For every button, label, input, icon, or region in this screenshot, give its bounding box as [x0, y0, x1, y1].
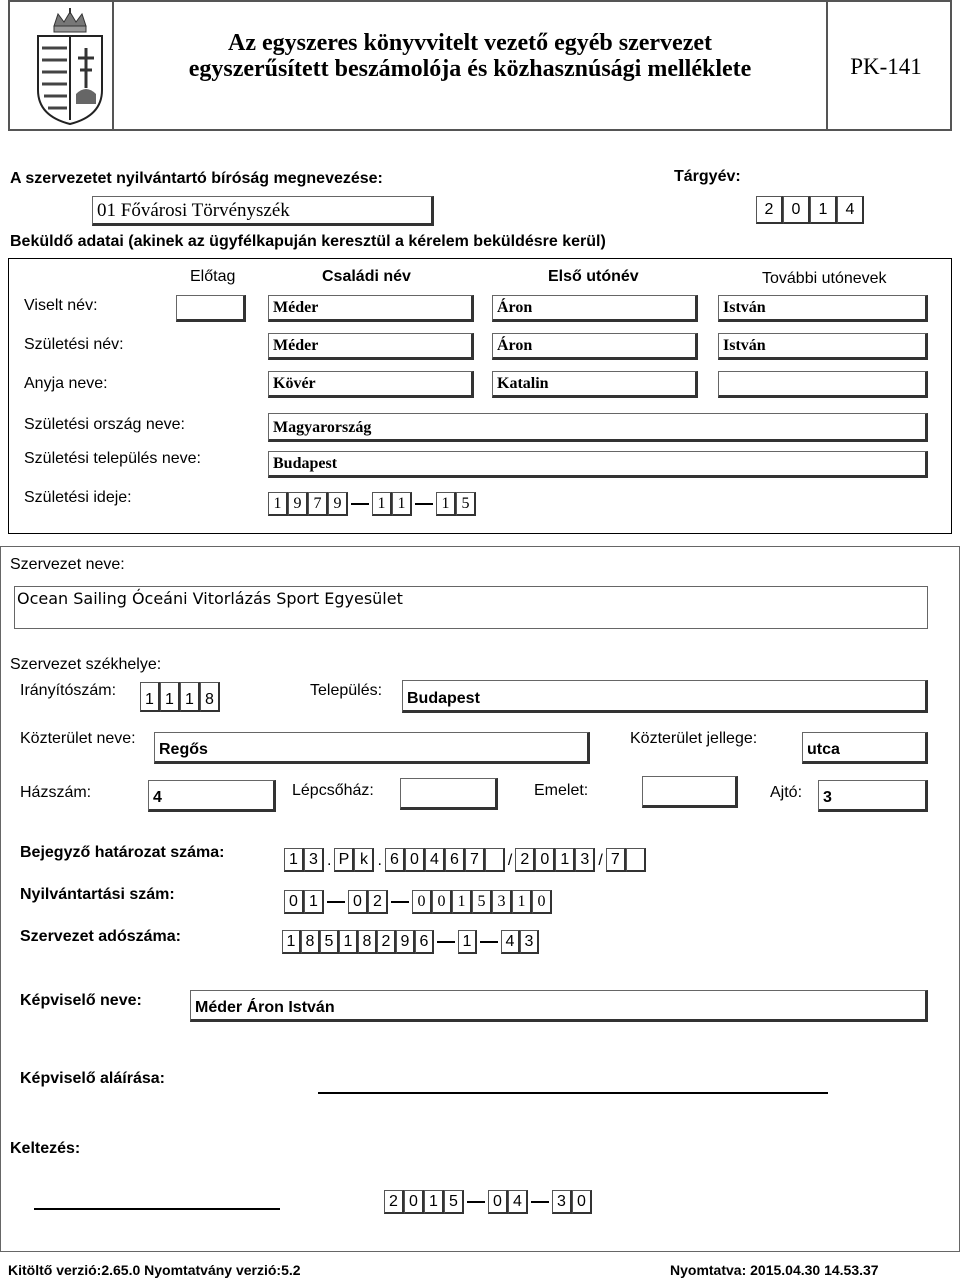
birth-name-label: Születési név: — [24, 336, 124, 353]
birth-country-label: Születési ország neve: — [24, 416, 185, 433]
org-name-field[interactable]: Ocean Sailing Óceáni Vitorlázás Sport Egyesület — [14, 586, 928, 629]
mother-other-field[interactable] — [718, 371, 928, 398]
form-title: Az egyszeres könyvvitelt vezető egyéb szervezet egyszerűsített beszámolója és közhasznúsági melléklete — [188, 30, 752, 82]
tax-number-boxes[interactable]: 1 8 5 1 8 2 9 6 1 4 3 — [282, 930, 539, 954]
year-boxes[interactable]: 2 0 1 4 — [756, 196, 864, 224]
floor-label: Emelet: — [534, 782, 589, 799]
birth-date-label: Születési ideje: — [24, 489, 132, 506]
reg-number-boxes[interactable]: 0 1 0 2 0 0 1 5 3 1 0 — [284, 890, 552, 914]
worn-name-label: Viselt név: — [24, 297, 98, 314]
stair-field[interactable] — [400, 778, 498, 810]
street-type-label: Közterület jellege: — [630, 730, 758, 747]
col-prefix: Előtag — [190, 268, 236, 285]
zip-boxes[interactable]: 1 1 1 8 — [140, 682, 220, 712]
rep-name-label: Képviselő neve: — [20, 992, 142, 1009]
col-first: Első utónév — [548, 268, 639, 285]
place-line[interactable] — [34, 1208, 280, 1210]
court-field[interactable]: 01 Fővárosi Törvényszék — [92, 196, 434, 226]
city-label: Település: — [310, 682, 383, 699]
mother-name-label: Anyja neve: — [24, 375, 108, 392]
seat-label: Szervezet székhelye: — [10, 656, 162, 673]
birth-city-field[interactable]: Budapest — [268, 451, 928, 478]
birth-other-field[interactable]: István — [718, 333, 928, 360]
birth-family-field[interactable]: Méder — [268, 333, 474, 360]
prefix-field[interactable] — [176, 295, 246, 322]
reg-decision-label: Bejegyző határozat száma: — [20, 844, 225, 861]
col-other: További utónevek — [762, 270, 887, 287]
worn-family-field[interactable]: Méder — [268, 295, 474, 322]
rep-signature-label: Képviselő aláírása: — [20, 1070, 165, 1087]
col-family: Családi név — [322, 268, 411, 285]
footer-version: Kitöltő verzió:2.65.0 Nyomtatvány verzió:5.2 — [8, 1262, 301, 1278]
house-field[interactable]: 4 — [148, 780, 276, 812]
hungarian-coat-of-arms-icon — [34, 8, 106, 126]
year-label: Tárgyév: — [674, 168, 741, 185]
signature-line[interactable] — [318, 1092, 828, 1094]
mother-first-field[interactable]: Katalin — [492, 371, 698, 398]
birth-date-boxes[interactable]: 1 9 7 9 1 1 1 5 — [268, 492, 476, 516]
street-label: Közterület neve: — [20, 730, 136, 747]
door-field[interactable]: 3 — [818, 780, 928, 812]
footer-printed: Nyomtatva: 2015.04.30 14.53.37 — [670, 1262, 879, 1278]
rep-name-field[interactable]: Méder Áron István — [190, 990, 928, 1022]
mother-family-field[interactable]: Kövér — [268, 371, 474, 398]
date-label: Keltezés: — [10, 1140, 81, 1157]
street-field[interactable]: Regős — [154, 732, 590, 764]
zip-label: Irányítószám: — [20, 682, 117, 699]
org-name-label: Szervezet neve: — [10, 556, 125, 573]
form-code: PK-141 — [850, 54, 922, 79]
reg-decision-boxes[interactable]: 1 3 . P k . 6 0 4 6 7 / 2 0 1 3 / 7 — [284, 848, 646, 872]
worn-first-field[interactable]: Áron — [492, 295, 698, 322]
birth-city-label: Születési település neve: — [24, 450, 201, 467]
door-label: Ajtó: — [770, 784, 803, 801]
worn-other-field[interactable]: István — [718, 295, 928, 322]
street-type-field[interactable]: utca — [802, 732, 928, 764]
city-field[interactable]: Budapest — [402, 680, 928, 713]
birth-first-field[interactable]: Áron — [492, 333, 698, 360]
birth-country-field[interactable]: Magyarország — [268, 413, 928, 442]
house-label: Házszám: — [20, 784, 92, 801]
stair-label: Lépcsőház: — [292, 782, 374, 799]
court-label: A szervezetet nyilvántartó bíróság megnevezése: — [10, 170, 383, 187]
date-boxes[interactable]: 2 0 1 5 0 4 3 0 — [384, 1190, 592, 1214]
sender-label: Beküldő adatai (akinek az ügyfélkapuján keresztül a kérelem beküldésre kerül) — [10, 233, 606, 250]
reg-number-label: Nyilvántartási szám: — [20, 886, 175, 903]
tax-number-label: Szervezet adószáma: — [20, 928, 181, 945]
floor-field[interactable] — [642, 776, 738, 808]
